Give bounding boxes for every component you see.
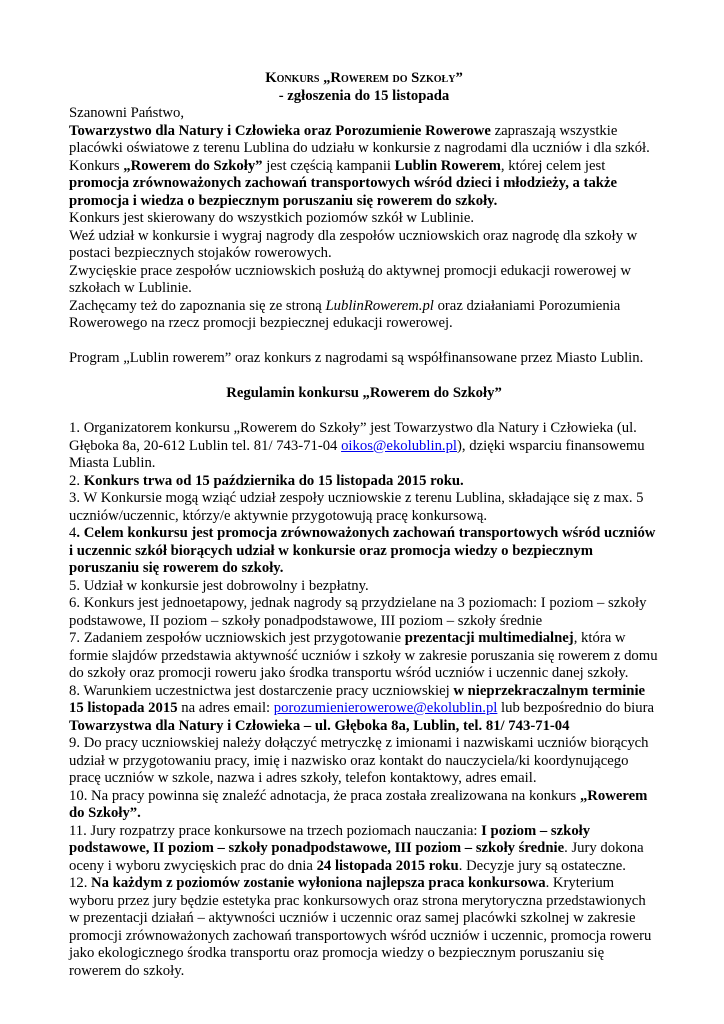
rule-8: 8. Warunkiem uczestnictwa jest dostarczenie pracy uczniowskiej w nieprzekraczalnym terminie 15 listopada 2015 na adres email: porozumienierowerowe@ekolublin.pl lub bezpośrednio do biura Towarzystwa dla Natury i Człowieka – ul. Głęboka 8a, Lublin, tel. 81/ 743-71-04 — [69, 682, 655, 734]
rule-1: 1. Organizatorem konkursu „Rowerem do Szkoły” jest Towarzystwo dla Natury i Człowieka (ul. Głęboka 8a, 20-612 Lublin tel. 81/ 743-71-04 oikos@ekolublin.pl), dzięki wsparciu finansowemu Miasta Lublin. — [69, 420, 645, 471]
email-link-oikos[interactable]: oikos@ekolublin.pl — [341, 437, 458, 454]
rule-11: 11. Jury rozpatrzy prace konkursowe na trzech poziomach nauczania: I poziom – szkoły podstawowe, II poziom – szkoły ponadpodstawowe, III poziom – szkoły średnie. Jury dokona oceny i wyboru zwycięskich prac do dnia 24 listopada 2015 roku. Decyzje jury są ostateczne. — [69, 822, 644, 874]
rule-10: 10. Na pracy powinna się znaleźć adnotacja, że praca została zrealizowana na konkurs „Rowerem do Szkoły”. — [69, 787, 648, 821]
rule-5: 5. Udział w konkursie jest dobrowolny i bezpłatny. — [69, 577, 369, 594]
email-link-porozumienie[interactable]: porozumienierowerowe@ekolublin.pl — [273, 700, 498, 716]
rule-12: 12. Na każdym z poziomów zostanie wyłoniona najlepsza praca konkursowa. Kryterium wyboru przez jury będzie estetyka prac konkursowych oraz strona merytoryczna przedstawionych w prezentacji działań – aktywności uczniów i uczennic oraz samej placówki szkolnej w zakresie promocji zrównoważonych zachowań transportowych wśród uczniów i uczennic, promocja roweru jako ekologicznego środka transportu oraz promocja wiedzy o bezpiecznym poruszaniu się rowerem do szkoły. — [69, 875, 652, 979]
intro-paragraph-5: Zachęcamy też do zapoznania się ze stroną LublinRowerem.pl oraz działaniami Porozumienia Rowerowego na rzecz promocji bezpiecznej edukacji rowerowej. — [69, 297, 621, 331]
greeting: Szanowni Państwo, — [69, 105, 185, 121]
intro-paragraph-4: Zwycięskie prace zespołów uczniowskich posłużą do aktywnej promocji edukacji rowerowej w szkołach w Lublinie. — [69, 262, 632, 296]
intro-paragraph-3: Weź udział w konkursie i wygraj nagrody dla zespołów uczniowskich oraz nagrodę dla szkoły w postaci bezpiecznych stojaków rowerowych. — [69, 227, 638, 261]
intro-paragraph-1: Towarzystwo dla Natury i Człowieka oraz Porozumienie Rowerowe zapraszają wszystkie placówki oświatowe z terenu Lublina do udziału w konkursie z nagrodami dla uczniów i dla szkół. Konkurs „Rowerem do Szkoły” jest częścią kampanii Lublin Rowerem, której celem jest promocja zrównoważonych zachowań transportowych wśród dzieci i młodzieży, a także promocja i wiedza o bezpiecznym poruszaniu się rowerem do szkoły. — [69, 122, 650, 209]
rule-4: 4. Celem konkursu jest promocja zrównoważonych zachowań transportowych wśród uczniów i uczennic szkół biorących udział w konkursie oraz promocja wiedzy o bezpiecznym poruszaniu się rowerem do szkoły. — [69, 525, 656, 576]
intro-paragraph-2: Konkurs jest skierowany do wszystkich poziomów szkół w Lublinie. — [69, 210, 475, 226]
rule-2: 2. Konkurs trwa od 15 października do 15 listopada 2015 roku. — [69, 472, 464, 489]
rule-3: 3. W Konkursie mogą wziąć udział zespoły uczniowskie z terenu Lublina, składające się z max. 5 uczniów/uczennic, którzy/e aktywnie przygotowują pracę konkursową. — [69, 490, 644, 524]
intro-paragraph-6: Program „Lublin rowerem” oraz konkurs z nagrodami są współfinansowane przez Miasto Lublin. — [69, 350, 644, 366]
title-line-1: Konkurs „Rowerem do Szkoły” — [265, 70, 463, 86]
rules-heading: Regulamin konkursu „Rowerem do Szkoły” — [226, 385, 502, 401]
rule-6: 6. Konkurs jest jednoetapowy, jednak nagrody są przydzielane na 3 poziomach: I poziom – szkoły podstawowe, II poziom – szkoły ponadpodstawowe, III poziom – szkoły średnie — [69, 595, 647, 629]
document-page — [69, 70, 659, 980]
rule-9: 9. Do pracy uczniowskiej należy dołączyć metryczkę z imionami i nazwiskami uczniów biorących udział w przygotowaniu pracy, imię i nazwisko oraz kontakt do nauczyciela/ki koordynującego pracę uczniów w szkole, nazwa i adres szkoły, telefon kontaktowy, adres email. — [69, 735, 649, 786]
rule-7: 7. Zadaniem zespołów uczniowskich jest przygotowanie prezentacji multimedialnej, która w formie slajdów przedstawia aktywność uczniów i szkoły w zakresie poruszania się rowerem z domu do szkoły oraz promocji roweru jako środka transportu wśród uczniów i uczennic danej szkoły. — [69, 630, 658, 681]
title-line-2: - zgłoszenia do 15 listopada — [278, 87, 450, 104]
